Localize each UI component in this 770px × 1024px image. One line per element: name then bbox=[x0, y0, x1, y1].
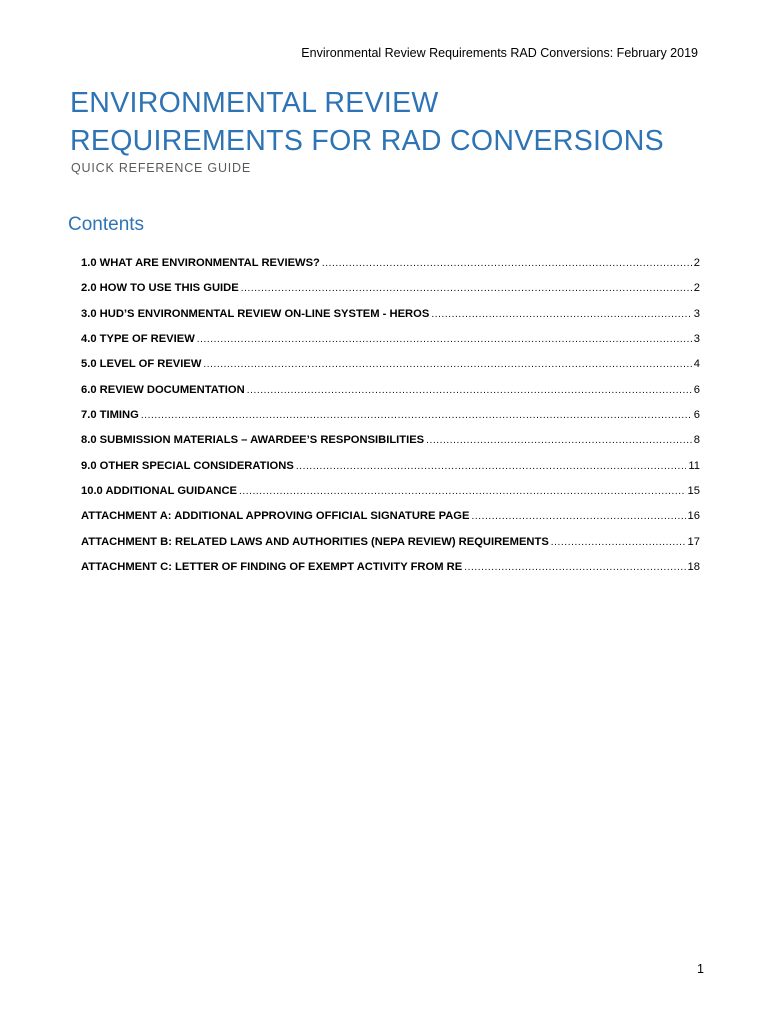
toc-entry-label[interactable]: 5.0 LEVEL OF REVIEW bbox=[81, 358, 202, 371]
toc-entry[interactable] bbox=[81, 384, 700, 409]
toc-entry-label[interactable]: 4.0 TYPE OF REVIEW bbox=[81, 333, 195, 346]
title-line-2: REQUIREMENTS FOR RAD CONVERSIONS bbox=[70, 125, 664, 157]
toc-dot-leader bbox=[464, 562, 685, 573]
toc-heading: Contents bbox=[68, 214, 145, 235]
toc-dot-leader bbox=[296, 461, 687, 472]
toc-entry-page-number[interactable]: 6 bbox=[693, 409, 700, 422]
toc-entry[interactable] bbox=[81, 308, 700, 333]
toc-entry-page-number[interactable]: 3 bbox=[693, 307, 700, 320]
toc-entry-page-number[interactable]: 16 bbox=[687, 510, 700, 523]
toc-dot-leader bbox=[247, 385, 692, 396]
toc-dot-leader bbox=[471, 511, 685, 522]
toc-entry-page-number[interactable]: 11 bbox=[688, 459, 700, 472]
document-subtitle: QUICK REFERENCE GUIDE bbox=[71, 161, 252, 175]
toc-entry[interactable] bbox=[81, 510, 700, 535]
toc-entry-label[interactable]: 7.0 TIMING bbox=[81, 409, 139, 422]
toc-entry[interactable] bbox=[81, 282, 700, 307]
toc-entry-page-number[interactable]: 15 bbox=[687, 485, 700, 498]
toc-dot-leader bbox=[197, 334, 692, 345]
running-header: Environmental Review Requirements RAD Conversions: February 2019 bbox=[301, 46, 698, 60]
toc-entry-label[interactable]: ATTACHMENT A: ADDITIONAL APPROVING OFFICIAL SIGNATURE PAGE bbox=[81, 510, 470, 523]
table-of-contents bbox=[81, 257, 700, 586]
toc-entry-label[interactable]: 8.0 SUBMISSION MATERIALS – AWARDEE’S RESPONSIBILITIES bbox=[81, 434, 425, 447]
toc-entry-page-number[interactable]: 4 bbox=[693, 358, 700, 371]
toc-entry-page-number[interactable]: 3 bbox=[693, 333, 700, 346]
toc-dot-leader bbox=[551, 537, 686, 548]
page-number: 1 bbox=[697, 962, 704, 976]
toc-entry-label[interactable]: 3.0 HUD’S ENVIRONMENTAL REVIEW ON-LINE SYSTEM - HEROS bbox=[81, 307, 430, 320]
toc-entry[interactable] bbox=[81, 460, 700, 485]
toc-entry-page-number[interactable]: 18 bbox=[687, 561, 700, 574]
toc-dot-leader bbox=[431, 309, 691, 320]
toc-dot-leader bbox=[322, 258, 692, 269]
toc-entry-page-number[interactable]: 8 bbox=[693, 434, 700, 447]
toc-dot-leader bbox=[239, 486, 686, 497]
toc-entry-label[interactable]: 10.0 ADDITIONAL GUIDANCE bbox=[81, 485, 238, 498]
toc-entry-page-number[interactable]: 6 bbox=[693, 383, 700, 396]
toc-entry-label[interactable]: ATTACHMENT B: RELATED LAWS AND AUTHORITIES (NEPA REVIEW) REQUIREMENTS bbox=[81, 535, 549, 548]
toc-entry[interactable] bbox=[81, 409, 700, 434]
toc-dot-leader bbox=[426, 435, 692, 446]
toc-dot-leader bbox=[241, 283, 692, 294]
toc-entry-label[interactable]: 2.0 HOW TO USE THIS GUIDE bbox=[81, 282, 239, 295]
toc-entry-page-number[interactable]: 2 bbox=[693, 257, 700, 269]
toc-dot-leader bbox=[203, 359, 691, 370]
toc-entry-label[interactable]: 6.0 REVIEW DOCUMENTATION bbox=[81, 383, 245, 396]
toc-entry-page-number[interactable]: 17 bbox=[687, 535, 700, 548]
toc-entry[interactable] bbox=[81, 536, 700, 561]
toc-entry[interactable] bbox=[81, 561, 700, 586]
toc-entry[interactable] bbox=[81, 257, 700, 282]
document-title bbox=[70, 84, 710, 160]
toc-entry[interactable] bbox=[81, 485, 700, 510]
toc-entry-label[interactable]: 1.0 WHAT ARE ENVIRONMENTAL REVIEWS? bbox=[81, 257, 320, 269]
title-line-1: ENVIRONMENTAL REVIEW bbox=[70, 87, 439, 119]
toc-entry-page-number[interactable]: 2 bbox=[693, 282, 700, 295]
toc-entry-label[interactable]: 9.0 OTHER SPECIAL CONSIDERATIONS bbox=[81, 459, 294, 472]
toc-entry-label[interactable]: ATTACHMENT C: LETTER OF FINDING OF EXEMPT ACTIVITY FROM RE bbox=[81, 561, 463, 574]
toc-entry[interactable] bbox=[81, 333, 700, 358]
toc-entry[interactable] bbox=[81, 434, 700, 459]
toc-entry[interactable] bbox=[81, 358, 700, 383]
toc-dot-leader bbox=[141, 410, 692, 421]
